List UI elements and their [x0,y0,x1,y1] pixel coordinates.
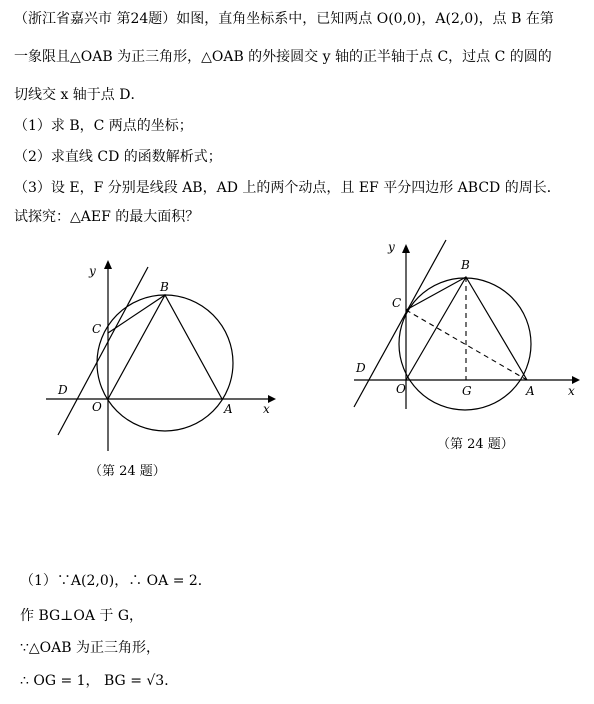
label-A: A [224,402,233,416]
solution-line-3: ∵△OAB 为正三角形， [20,640,160,656]
label-y: y [89,264,96,278]
label-C: C [392,296,402,310]
problem-line-5: （2）求直线 CD 的函数解析式； [14,149,222,165]
label-O: O [92,400,102,414]
label-C: C [92,322,102,336]
label-O: O [396,382,406,396]
solution-line-2: 作 BG⊥OA 于 G， [20,608,144,624]
problem-line-1: （浙江省嘉兴市 第24题）如图，直角坐标系中，已知两点 O(0,0)，A(2,0)，点 B 在第 [14,11,554,27]
label-y: y [388,240,395,254]
label-B: B [461,258,470,272]
label-G: G [462,384,472,398]
label-B: B [160,280,169,294]
caption-right: （第 24 题） [437,437,514,452]
problem-line-6: （3）设 E，F 分别是线段 AB，AD 上的两个动点，且 EF 平分四边形 ABCD 的周长． [14,180,561,196]
solution-line-1: （1）∵A(2,0)，∴ OA = 2． [20,573,212,589]
figure-right [346,235,586,425]
label-x: x [568,384,575,398]
solution-line-4: ∴ OG = 1， BG = √3． [20,673,179,689]
problem-line-4: （1）求 B，C 两点的坐标； [14,118,193,134]
label-x: x [263,402,270,416]
caption-left: （第 24 题） [89,464,166,479]
problem-line-3: 切线交 x 轴于点 D． [14,87,145,103]
problem-line-7: 试探究：△AEF 的最大面积？ [14,209,200,225]
label-A: A [526,384,535,398]
label-D: D [58,383,68,397]
label-D: D [356,361,366,375]
problem-line-2: 一象限且△OAB 为正三角形，△OAB 的外接圆交 y 轴的正半轴于点 C，过点 C 的圆的 [14,49,552,65]
figure-left [40,255,280,455]
